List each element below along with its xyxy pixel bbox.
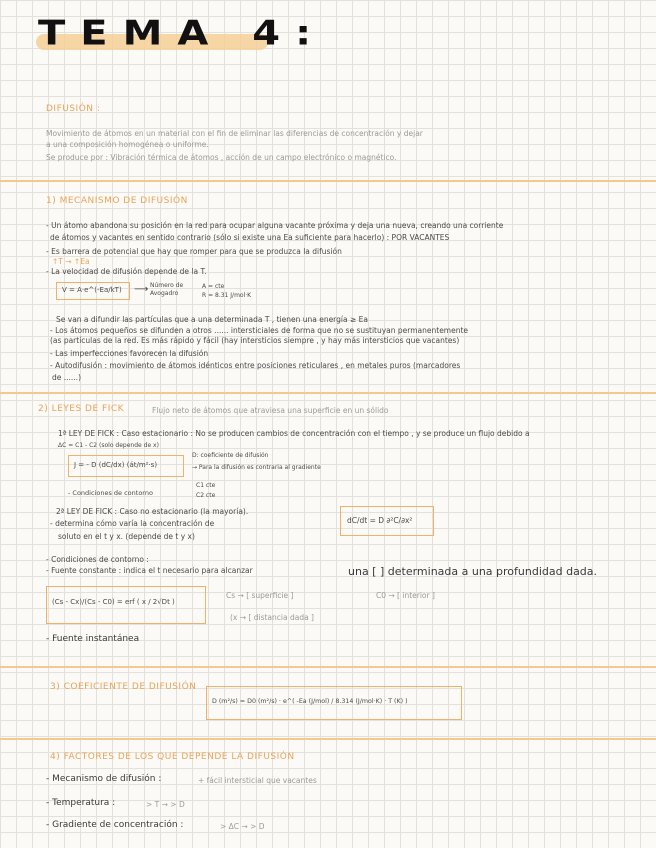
s1-line-4: ↑T → ↑Ea — [52, 257, 90, 266]
s2-cond-1: C1 cte — [196, 482, 216, 489]
fick1-note-2: → Para la difusión es contraria al gradiente — [192, 464, 321, 471]
s4-heading: 4) FACTORES DE LOS QUE DEPENDE LA DIFUSIÓN — [50, 752, 295, 762]
s1-heading: 1) MECANISMO DE DIFUSIÓN — [46, 196, 188, 206]
s1-line-3: - Es barrera de potencial que hay que romper para que se produzca la difusión — [46, 247, 342, 256]
s1-side-2: R = 8.31 J/mol·K — [202, 292, 252, 299]
s1-arrow-label-1: Número de — [150, 282, 184, 289]
difusion-heading: DIFUSIÓN : — [46, 104, 101, 114]
s1b-line-3: (as partículas de la red. Es más rápido y fácil (hay intersticios siempre , y hay más intersticios que vacantes) — [50, 336, 460, 345]
difusion-line-3: Se produce por : Vibración térmica de átomos , acción de un campo electrónico o magnético. — [46, 153, 397, 162]
s2-line-5: soluto en el t y x. (depende de t y x) — [58, 532, 195, 541]
s3-formula: D (m²/s) = D0 (m²/s) · e^( -Ea (J/mol) / 8.314 (J/mol·K) · T (K) ) — [212, 698, 408, 705]
s2-line-3: 2ª LEY DE FICK : Caso no estacionario (la mayoría). — [56, 507, 249, 516]
s4-item-2-label: - Temperatura : — [46, 798, 116, 808]
s1-line-2: de átomos y vacantes en sentido contrario (sólo si existe una Ea suficiente para hacerlo) : POR VACANTES — [50, 233, 450, 242]
s4-item-2-value: > T → > D — [146, 800, 185, 809]
s1-formula: V = A·e^(-Ea/kT) — [62, 286, 122, 294]
s2-cond-2: C2 cte — [196, 492, 216, 499]
s3-heading: 3) COEFICIENTE DE DIFUSIÓN — [50, 682, 197, 692]
s1b-line-5: - Autodifusión : movimiento de átomos idénticos entre posiciones reticulares , en metales puros (marcadores — [50, 361, 461, 370]
divider-4 — [0, 738, 656, 740]
s1b-line-1: Se van a difundir las partículas que a una determinada T , tienen una energía ≥ Ea — [56, 315, 368, 324]
s2-line-6: - Condiciones de contorno : — [46, 555, 149, 564]
divider-1 — [0, 180, 656, 182]
s1b-line-4: - Las imperfecciones favorecen la difusión — [50, 349, 209, 358]
s2-heading: 2) LEYES DE FICK — [38, 404, 125, 414]
s1-line-5: - La velocidad de difusión depende de la T. — [46, 267, 207, 276]
s2-line-7b: una [ ] determinada a una profundidad dada. — [348, 565, 598, 578]
fick2-formula: dC/dt = D ∂²C/∂x² — [347, 516, 413, 525]
s1-line-1: - Un átomo abandona su posición en la red para ocupar alguna vacante próxima y deja una nueva, creando una corriente — [46, 221, 504, 230]
s2-line-4: - determina cómo varía la concentración de — [50, 519, 215, 528]
page-title: TEMA 4: — [38, 14, 327, 54]
s4-item-1-value: + fácil intersticial que vacantes — [198, 776, 317, 785]
fick1-note-1: D: coeficiente de difusión — [192, 452, 269, 459]
cs-note: Cs → [ superficie ] — [226, 591, 294, 600]
s4-item-3-value: > ΔC → > D — [220, 822, 265, 831]
s2-heading-rest: Flujo neto de átomos que atraviesa una superficie en un sólido — [152, 406, 389, 415]
s4-item-3-label: - Gradiente de concentración : — [46, 820, 184, 830]
s4-item-1-label: - Mecanismo de difusión : — [46, 774, 162, 784]
s2-line-1: 1ª LEY DE FICK : Caso estacionario : No se producen cambios de concentración con el tiempo , y se produce un flujo debido a — [58, 429, 530, 438]
difusion-line-2: a una composición homogénea o uniforme. — [46, 140, 209, 149]
s1-side-1: A = cte — [202, 283, 225, 290]
s2-line-8: - Fuente instantánea — [46, 634, 140, 644]
s1b-line-6: de ......) — [52, 373, 81, 382]
s1-arrow: ⟶ — [134, 284, 149, 295]
erf-formula: (Cs - Cx)/(Cs - C0) = erf ( x / 2√Dt ) — [52, 598, 175, 606]
divider-2 — [0, 392, 656, 394]
s2-line-7a: - Fuente constante : indica el t necesario para alcanzar — [46, 566, 253, 575]
s1-arrow-label-2: Avogadro — [150, 290, 179, 297]
s2-line-2: ΔC = C1 - C2 (solo depende de x) — [58, 442, 159, 449]
s2-cond-label: - Condiciones de contorno — [68, 489, 153, 497]
s1b-line-2: - Los átomos pequeños se difunden a otros ...... intersticiales de forma que no se sustituyan permanentemente — [50, 326, 469, 335]
fick1-formula: J = - D (dC/dx) (át/m²·s) — [74, 461, 158, 469]
divider-3 — [0, 666, 656, 668]
c0-note: C0 → [ interior ] — [376, 591, 435, 600]
x-note: (x → [ distancia dada ] — [230, 613, 314, 622]
difusion-line-1: Movimiento de átomos en un material con el fin de eliminar las diferencias de concentración y dejar — [46, 129, 423, 138]
